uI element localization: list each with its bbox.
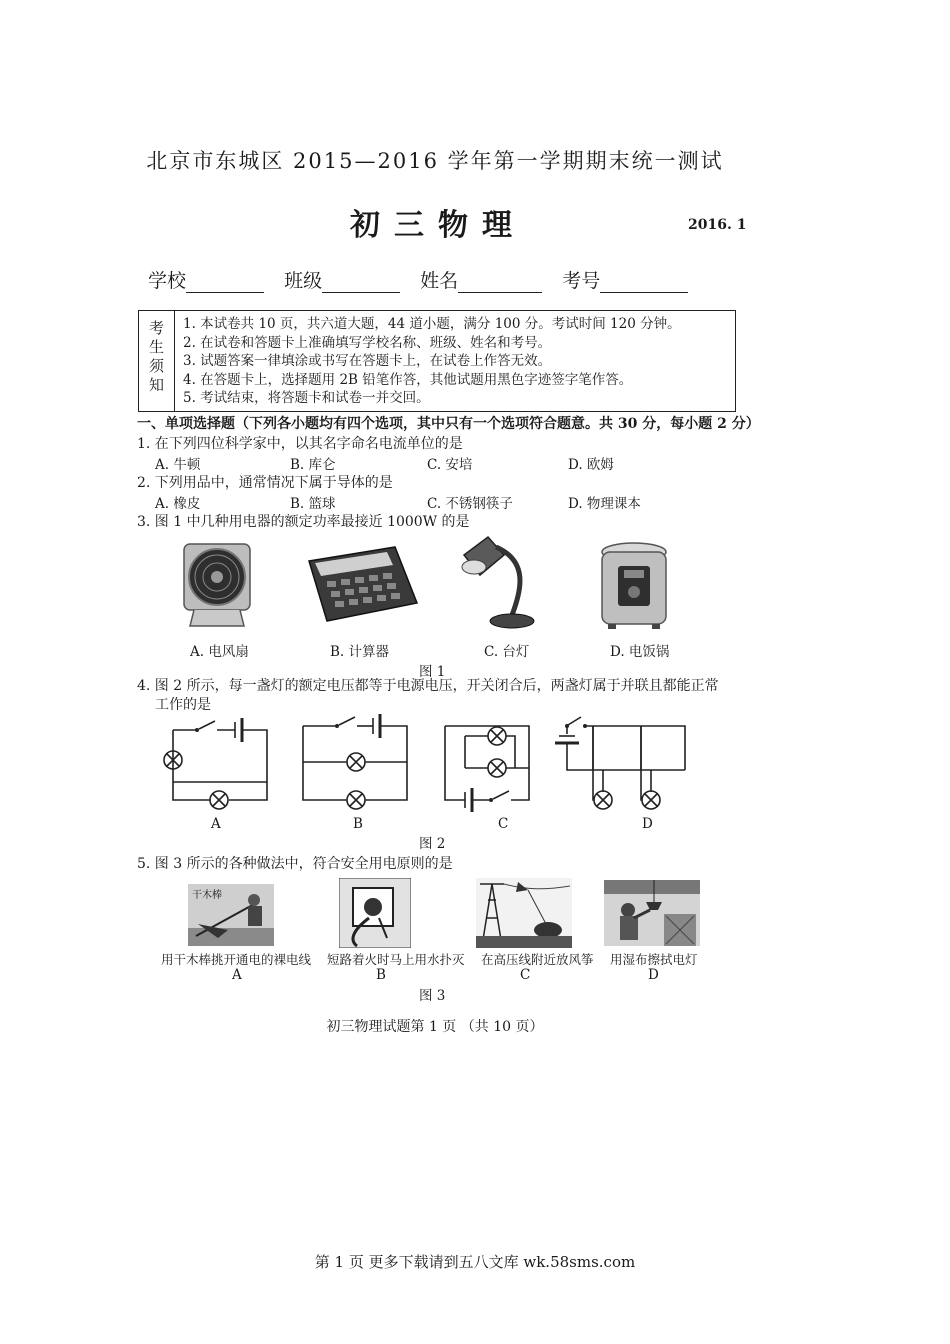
q3-option-d: D. 电饭锅: [610, 644, 670, 660]
q3-option-c: C. 台灯: [484, 644, 530, 660]
q4-label-b: B: [353, 816, 363, 832]
q5-caption-d: 用湿布擦拭电灯: [610, 952, 698, 967]
scene-a-sign-text: 干木棒: [192, 890, 222, 901]
question-4-text-line2: 工作的是: [155, 697, 211, 713]
question-1-text: 1. 在下列四位科学家中，以其名字命名电流单位的是: [137, 436, 463, 452]
question-2-text: 2. 下列用品中，通常情况下属于导体的是: [137, 475, 393, 491]
question-4-text-line1: 4. 图 2 所示，每一盏灯的额定电压都等于电源电压，开关闭合后，两盏灯属于并联且都能正常: [137, 678, 719, 694]
calculator-image: [305, 543, 420, 625]
q3-option-a: A. 电风扇: [190, 644, 249, 660]
name-label: 姓名: [420, 270, 459, 292]
figure-3-caption: 图 3: [419, 988, 446, 1004]
exam-number-field: [562, 266, 688, 293]
student-info-fields: [148, 266, 702, 293]
class-field: [284, 266, 400, 293]
side-char: 考: [148, 319, 164, 337]
q5-label-a: A: [232, 967, 242, 983]
q4-label-c: C: [498, 816, 509, 832]
notice-item: 3. 试题答案一律填涂或书写在答题卡上，在试卷上作答无效。: [183, 353, 552, 369]
scene-d-image: [604, 880, 700, 946]
scene-b-image: [339, 878, 411, 948]
side-char: 须: [148, 357, 164, 375]
exam-date: 2016. 1: [688, 217, 747, 233]
side-char: 知: [148, 376, 164, 394]
page-footer: 初三物理试题第 1 页 （共 10 页）: [326, 1019, 544, 1035]
q2-option-c: C. 不锈钢筷子: [427, 496, 513, 512]
q2-option-a: A. 橡皮: [155, 496, 201, 512]
name-blank: [458, 272, 542, 293]
q5-label-c: C: [520, 967, 531, 983]
q5-caption-b: 短路着火时马上用水扑灭: [327, 952, 465, 967]
class-blank: [322, 272, 400, 293]
figure-2-caption: 图 2: [419, 836, 446, 852]
class-label: 班级: [284, 270, 323, 292]
section-heading: 一、单项选择题（下列各小题均有四个选项，其中只有一个选项符合题意。共 30 分，每小题 2 分）: [137, 416, 760, 432]
scene-c-image: [476, 878, 572, 948]
q1-option-c: C. 安培: [427, 457, 473, 473]
side-char: 生: [148, 338, 164, 356]
q5-label-b: B: [376, 967, 386, 983]
fan-image: [180, 540, 255, 632]
school-field: [148, 266, 264, 293]
school-blank: [186, 272, 264, 293]
q5-label-d: D: [648, 967, 659, 983]
q1-option-d: D. 欧姆: [568, 457, 614, 473]
download-note: 第 1 页 更多下载请到五八文库 wk.58sms.com: [314, 1253, 636, 1271]
school-label: 学校: [148, 270, 187, 292]
rice-cooker-image: [598, 540, 670, 632]
q3-option-b: B. 计算器: [330, 644, 390, 660]
question-3-text: 3. 图 1 中几种用电器的额定功率最接近 1000W 的是: [137, 514, 470, 530]
figure-1-caption: 图 1: [419, 664, 446, 680]
name-field: [420, 266, 542, 293]
circuit-b: [303, 714, 407, 809]
q2-option-d: D. 物理课本: [568, 496, 641, 512]
question-5-text: 5. 图 3 所示的各种做法中，符合安全用电原则的是: [137, 856, 453, 872]
exam-number-label: 考号: [562, 270, 601, 292]
desk-lamp-image: [458, 533, 538, 631]
notice-item: 4. 在答题卡上，选择题用 2B 铅笔作答，其他试题用黑色字迹签字笔作答。: [183, 371, 633, 388]
q4-label-a: A: [211, 816, 221, 832]
notice-items: [183, 315, 681, 408]
circuit-d: [555, 717, 685, 809]
scene-a-image: [188, 884, 274, 946]
q5-caption-a: 用干木棒挑开通电的裸电线: [161, 952, 312, 967]
q4-label-d: D: [642, 816, 653, 832]
circuit-c: [445, 726, 529, 812]
q1-option-a: A. 牛顿: [155, 457, 201, 473]
exam-title: 北京市东城区 2015—2016 学年第一学期期末统一测试: [146, 149, 724, 173]
notice-item: 1. 本试卷共 10 页，共六道大题，44 道小题，满分 100 分。考试时间 120 分钟。: [183, 316, 681, 332]
subject-title: 初三物理: [350, 208, 526, 243]
circuit-diagrams: [155, 712, 745, 814]
exam-number-blank: [600, 272, 688, 293]
notice-side-label: [139, 311, 175, 411]
circuit-a: [164, 718, 267, 809]
q2-option-b: B. 篮球: [290, 496, 336, 512]
q5-caption-c: 在高压线附近放风筝: [481, 952, 594, 967]
q1-option-b: B. 库仑: [290, 457, 336, 473]
notice-item: 5. 考试结束，将答题卡和试卷一并交回。: [183, 390, 430, 406]
notice-item: 2. 在试卷和答题卡上准确填写学校名称、班级、姓名和考号。: [183, 334, 552, 351]
exam-notice-box: [138, 310, 736, 412]
